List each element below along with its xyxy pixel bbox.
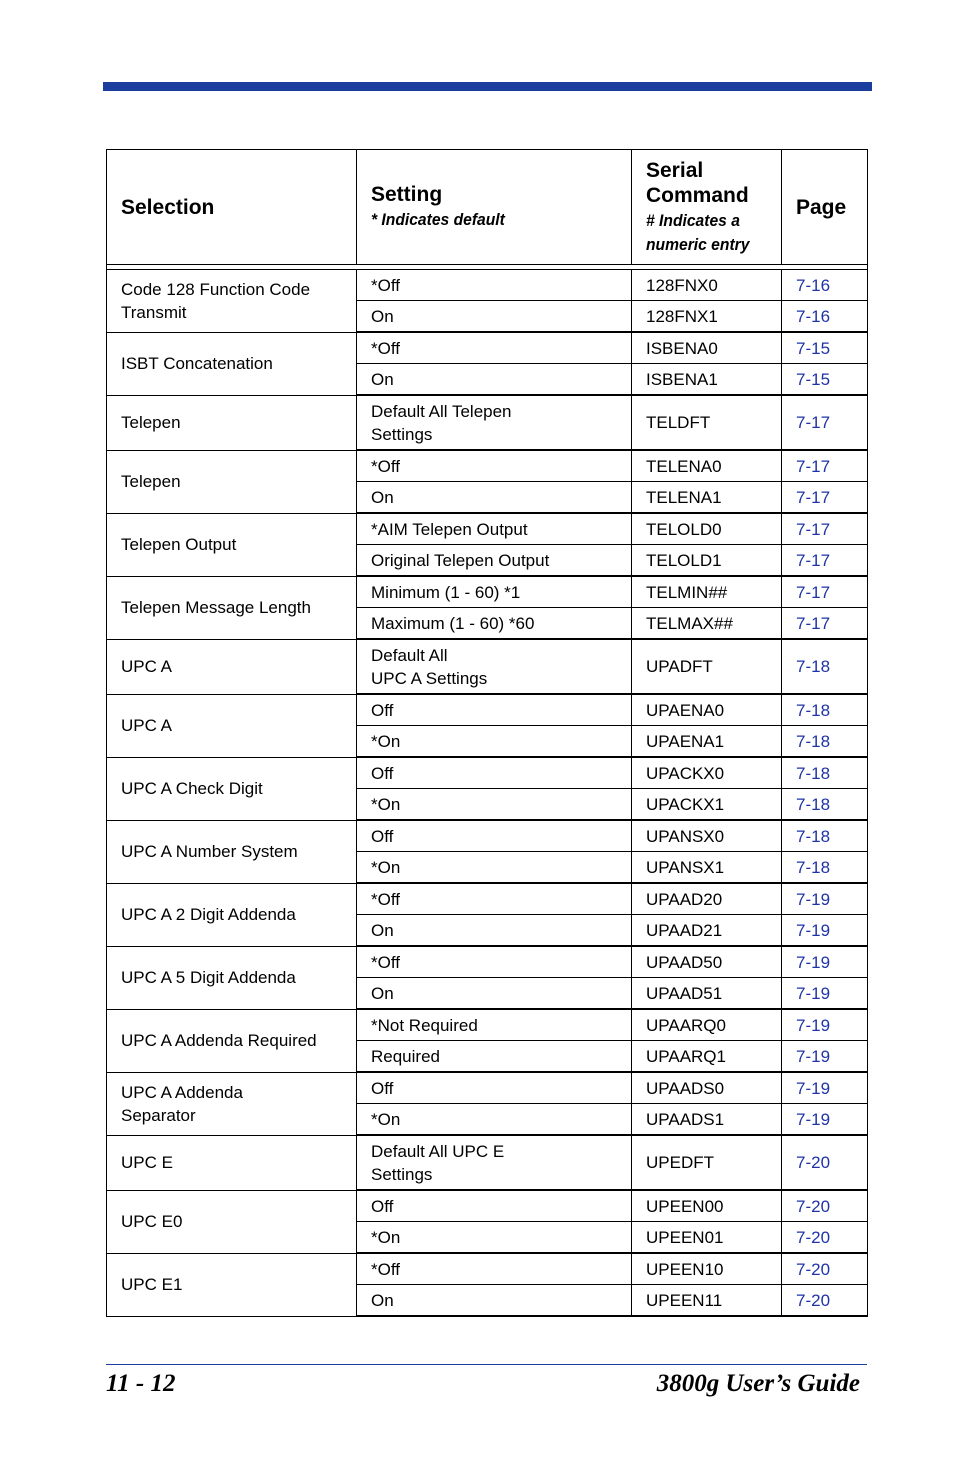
selection-cell	[107, 270, 357, 333]
selection-label: UPC A	[121, 657, 173, 676]
setting-label: *Not Required	[371, 1015, 478, 1035]
page-link[interactable]: 7-17	[782, 395, 868, 450]
selection-cell	[107, 1253, 357, 1316]
selection-cell	[107, 1190, 357, 1253]
setting-cell	[357, 1009, 632, 1041]
footer-page-number: 11 - 12	[106, 1370, 176, 1397]
header-command: Serial Command # Indicates a numeric entry	[632, 150, 782, 265]
setting-label: Default All Telepen	[371, 401, 512, 421]
setting-label: Settings	[371, 1164, 433, 1184]
setting-cell	[357, 639, 632, 694]
table-row	[107, 757, 868, 789]
selection-label: UPC A 2 Digit Addenda	[121, 905, 296, 924]
command-cell: UPAAD21	[632, 915, 782, 947]
page-link[interactable]: 7-20	[782, 1135, 868, 1190]
setting-cell	[357, 1072, 632, 1104]
table-header-row	[107, 150, 868, 265]
footer-rule	[106, 1364, 867, 1365]
setting-cell	[357, 1285, 632, 1317]
page-link[interactable]: 7-17	[782, 576, 868, 608]
table-row	[107, 270, 868, 301]
table-row	[107, 395, 868, 450]
command-cell: UPAENA0	[632, 694, 782, 726]
setting-cell	[357, 852, 632, 884]
setting-cell	[357, 946, 632, 978]
selection-cell	[107, 1072, 357, 1135]
setting-cell	[357, 820, 632, 852]
setting-label: On	[371, 1290, 394, 1310]
setting-label: *Off	[371, 456, 400, 476]
setting-label: Maximum (1 - 60) *60	[371, 613, 535, 633]
selection-label: Telepen	[121, 413, 181, 432]
setting-label: On	[371, 487, 394, 507]
selection-cell	[107, 332, 357, 395]
selection-cell	[107, 946, 357, 1009]
command-cell: UPAAD51	[632, 978, 782, 1010]
selection-label: UPC E	[121, 1153, 173, 1172]
table-row	[107, 820, 868, 852]
table-row	[107, 1253, 868, 1285]
setting-cell	[357, 1190, 632, 1222]
setting-label: *On	[371, 794, 401, 814]
page-link[interactable]: 7-18	[782, 852, 868, 884]
setting-label: Off	[371, 1078, 394, 1098]
command-cell: UPAADS0	[632, 1072, 782, 1104]
command-cell: UPAENA1	[632, 726, 782, 758]
command-cell: TELOLD0	[632, 513, 782, 545]
selection-label: Separator	[121, 1105, 196, 1125]
setting-cell	[357, 978, 632, 1010]
selection-label: UPC A	[121, 716, 173, 735]
table-row	[107, 1009, 868, 1041]
command-cell: UPANSX0	[632, 820, 782, 852]
page-link[interactable]: 7-17	[782, 513, 868, 545]
command-cell: TELDFT	[632, 395, 782, 450]
setting-label: Required	[371, 1046, 440, 1066]
setting-cell	[357, 270, 632, 301]
setting-label: *Off	[371, 952, 400, 972]
setting-label: Minimum (1 - 60) *1	[371, 582, 521, 602]
selection-label: UPC A Number System	[121, 842, 298, 861]
setting-label: *On	[371, 1227, 401, 1247]
command-cell: UPAAD50	[632, 946, 782, 978]
setting-cell	[357, 1041, 632, 1073]
setting-label: Default All	[371, 645, 448, 665]
setting-label: *On	[371, 731, 401, 751]
setting-cell	[357, 1135, 632, 1190]
setting-cell	[357, 1253, 632, 1285]
page-link[interactable]: 7-18	[782, 789, 868, 821]
setting-label: On	[371, 920, 394, 940]
setting-label: UPC A Settings	[371, 668, 488, 688]
selection-cell	[107, 513, 357, 576]
header-command-note-2: numeric entry	[646, 234, 750, 254]
setting-cell	[357, 726, 632, 758]
table-row	[107, 946, 868, 978]
setting-cell	[357, 482, 632, 514]
table-row	[107, 576, 868, 608]
setting-cell	[357, 395, 632, 450]
header-page: Page	[782, 150, 868, 265]
page-link[interactable]: 7-19	[782, 978, 868, 1010]
table-row	[107, 639, 868, 694]
page-link[interactable]: 7-15	[782, 364, 868, 396]
command-cell: 128FNX0	[632, 270, 782, 301]
table-row	[107, 450, 868, 482]
setting-label: Settings	[371, 424, 433, 444]
selection-label: UPC A Check Digit	[121, 779, 263, 798]
selection-label: UPC A 5 Digit Addenda	[121, 968, 296, 987]
selection-label: UPC E0	[121, 1212, 183, 1231]
setting-cell	[357, 757, 632, 789]
command-cell: TELOLD1	[632, 545, 782, 577]
selection-cell	[107, 395, 357, 450]
setting-cell	[357, 545, 632, 577]
page-link[interactable]: 7-17	[782, 450, 868, 482]
page-link[interactable]: 7-19	[782, 1009, 868, 1041]
setting-cell	[357, 915, 632, 947]
selection-cell	[107, 1135, 357, 1190]
command-cell: UPAARQ1	[632, 1041, 782, 1073]
table-row	[107, 1135, 868, 1190]
header-selection: Selection	[107, 150, 357, 265]
page-link[interactable]: 7-16	[782, 270, 868, 301]
command-cell: UPEEN01	[632, 1222, 782, 1254]
setting-cell	[357, 789, 632, 821]
command-cell: UPACKX1	[632, 789, 782, 821]
page-link[interactable]: 7-19	[782, 1041, 868, 1073]
selection-cell	[107, 576, 357, 639]
command-cell: TELENA1	[632, 482, 782, 514]
table-row	[107, 883, 868, 915]
setting-label: On	[371, 369, 394, 389]
page-link[interactable]: 7-20	[782, 1190, 868, 1222]
page-link[interactable]: 7-15	[782, 332, 868, 364]
setting-label: Off	[371, 1196, 394, 1216]
setting-label: Default All UPC E	[371, 1141, 505, 1161]
setting-label: Off	[371, 763, 394, 783]
selection-cell	[107, 450, 357, 513]
page-link[interactable]: 7-16	[782, 301, 868, 333]
setting-label: Original Telepen Output	[371, 550, 550, 570]
selection-label: UPC A Addenda	[121, 1082, 243, 1102]
command-cell: UPAADS1	[632, 1104, 782, 1136]
setting-cell	[357, 1222, 632, 1254]
page-link[interactable]: 7-18	[782, 639, 868, 694]
setting-label: *Off	[371, 889, 400, 909]
selection-cell	[107, 883, 357, 946]
command-cell: UPANSX1	[632, 852, 782, 884]
setting-cell	[357, 301, 632, 333]
selection-cell	[107, 1009, 357, 1072]
header-rule	[103, 82, 872, 91]
selection-label: Transmit	[121, 302, 187, 322]
selection-cell	[107, 694, 357, 757]
setting-cell	[357, 332, 632, 364]
page-link[interactable]: 7-19	[782, 946, 868, 978]
page-link[interactable]: 7-19	[782, 915, 868, 947]
command-cell: UPACKX0	[632, 757, 782, 789]
setting-label: *Off	[371, 275, 400, 295]
setting-cell	[357, 608, 632, 640]
setting-label: On	[371, 306, 394, 326]
setting-label: Off	[371, 826, 394, 846]
command-cell: UPEEN10	[632, 1253, 782, 1285]
command-cell: UPEEN00	[632, 1190, 782, 1222]
table-row	[107, 1190, 868, 1222]
selection-label: ISBT Concatenation	[121, 354, 273, 373]
page-link[interactable]: 7-17	[782, 482, 868, 514]
command-cell: ISBENA0	[632, 332, 782, 364]
selection-cell	[107, 639, 357, 694]
setting-label: Off	[371, 700, 394, 720]
setting-label: *AIM Telepen Output	[371, 519, 528, 539]
setting-label: On	[371, 983, 394, 1003]
page-link[interactable]: 7-20	[782, 1253, 868, 1285]
page-link[interactable]: 7-18	[782, 694, 868, 726]
command-table	[106, 149, 868, 1317]
header-command-note-1: # Indicates a	[646, 210, 740, 230]
page-link[interactable]: 7-20	[782, 1285, 868, 1317]
page-link[interactable]: 7-20	[782, 1222, 868, 1254]
command-cell: UPAARQ0	[632, 1009, 782, 1041]
page-link[interactable]: 7-18	[782, 726, 868, 758]
selection-label: Code 128 Function Code	[121, 279, 311, 299]
selection-label: UPC E1	[121, 1275, 183, 1294]
setting-cell	[357, 576, 632, 608]
selection-label: Telepen Output	[121, 535, 237, 554]
setting-label: *On	[371, 1109, 401, 1129]
command-cell: TELMIN##	[632, 576, 782, 608]
table-row	[107, 332, 868, 364]
command-cell: TELMAX##	[632, 608, 782, 640]
setting-cell	[357, 450, 632, 482]
page-link[interactable]: 7-19	[782, 1104, 868, 1136]
command-cell: UPEDFT	[632, 1135, 782, 1190]
table-row	[107, 694, 868, 726]
command-cell: UPAAD20	[632, 883, 782, 915]
setting-label: *Off	[371, 1259, 400, 1279]
command-cell: ISBENA1	[632, 364, 782, 396]
setting-label: *On	[371, 857, 401, 877]
setting-cell	[357, 883, 632, 915]
page-link[interactable]: 7-19	[782, 883, 868, 915]
page-link[interactable]: 7-17	[782, 545, 868, 577]
command-cell: UPEEN11	[632, 1285, 782, 1317]
setting-cell	[357, 513, 632, 545]
command-cell: TELENA0	[632, 450, 782, 482]
selection-label: Telepen	[121, 472, 181, 491]
table-body	[107, 270, 868, 1317]
command-cell: UPADFT	[632, 639, 782, 694]
table-row	[107, 513, 868, 545]
header-setting: Setting * Indicates default	[357, 150, 632, 265]
selection-cell	[107, 757, 357, 820]
selection-label: UPC A Addenda Required	[121, 1031, 317, 1050]
selection-label: Telepen Message Length	[121, 598, 311, 617]
setting-cell	[357, 364, 632, 396]
header-setting-note: * Indicates default	[371, 210, 505, 229]
command-cell: 128FNX1	[632, 301, 782, 333]
selection-cell	[107, 820, 357, 883]
page-link[interactable]: 7-18	[782, 757, 868, 789]
page-link[interactable]: 7-17	[782, 608, 868, 640]
table-row	[107, 1072, 868, 1104]
setting-cell	[357, 694, 632, 726]
setting-cell	[357, 1104, 632, 1136]
setting-label: *Off	[371, 338, 400, 358]
page-link[interactable]: 7-19	[782, 1072, 868, 1104]
footer-guide-title: 3800g User’s Guide	[656, 1370, 860, 1397]
page-link[interactable]: 7-18	[782, 820, 868, 852]
